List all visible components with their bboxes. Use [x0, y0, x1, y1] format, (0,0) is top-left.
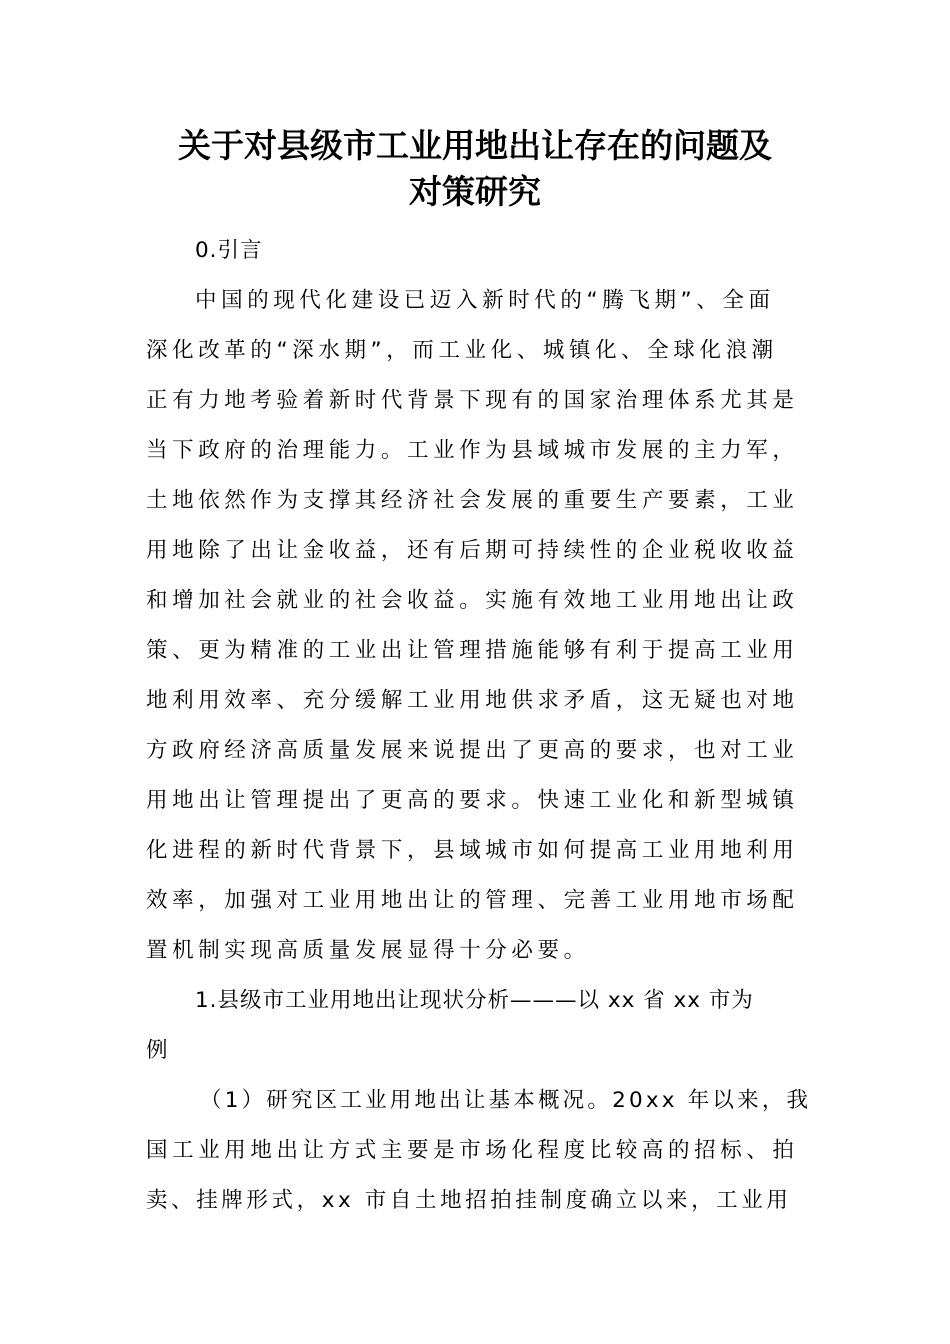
paragraph-line: 地利用效率、充分缓解工业用地供求矛盾，这无疑也对地 — [146, 688, 799, 713]
title-line-1: 关于对县级市工业用地出让存在的问题及 — [178, 126, 772, 165]
section-1-heading-line: 例 — [146, 1038, 169, 1063]
section-1-heading-line: 1.县级市工业用地出让现状分析———以 xx 省 xx 市为 — [195, 988, 754, 1013]
paragraph-line: 效率，加强对工业用地出让的管理、完善工业用地市场配 — [146, 888, 799, 913]
paragraph-line: 置机制实现高质量发展显得十分必要。 — [146, 938, 590, 963]
paragraph-line: 土地依然作为支撑其经济社会发展的重要生产要素，工业 — [146, 488, 799, 513]
paragraph-line: 用地出让管理提出了更高的要求。快速工业化和新型城镇 — [146, 788, 799, 813]
paragraph-line: （1）研究区工业用地出让基本概况。20xx 年以来，我 — [200, 1088, 812, 1113]
paragraph-line: 中国的现代化建设已迈入新时代的“腾飞期”、全面 — [195, 288, 775, 313]
paragraph-line: 当下政府的治理能力。工业作为县域城市发展的主力军， — [146, 438, 799, 463]
paragraph-line: 卖、挂牌形式，xx 市自土地招拍挂制度确立以来，工业用 — [146, 1188, 792, 1213]
paragraph-line: 和增加社会就业的社会收益。实施有效地工业用地出让政 — [146, 588, 799, 613]
paragraph-line: 深化改革的“深水期”，而工业化、城镇化、全球化浪潮 — [146, 338, 778, 363]
title-line-2: 对策研究 — [409, 172, 541, 211]
document-title — [130, 123, 820, 215]
paragraph-line: 策、更为精准的工业出让管理措施能够有利于提高工业用 — [146, 638, 799, 663]
paragraph-line: 化进程的新时代背景下，县域城市如何提高工业用地利用 — [146, 838, 799, 863]
paragraph-line: 用地除了出让金收益，还有后期可持续性的企业税收收益 — [146, 538, 799, 563]
paragraph-line: 方政府经济高质量发展来说提出了更高的要求，也对工业 — [146, 738, 799, 763]
paragraph-line: 正有力地考验着新时代背景下现有的国家治理体系尤其是 — [146, 388, 799, 413]
section-0-heading: 0.引言 — [195, 238, 263, 263]
paragraph-line: 国工业用地出让方式主要是市场化程度比较高的招标、拍 — [146, 1138, 799, 1163]
